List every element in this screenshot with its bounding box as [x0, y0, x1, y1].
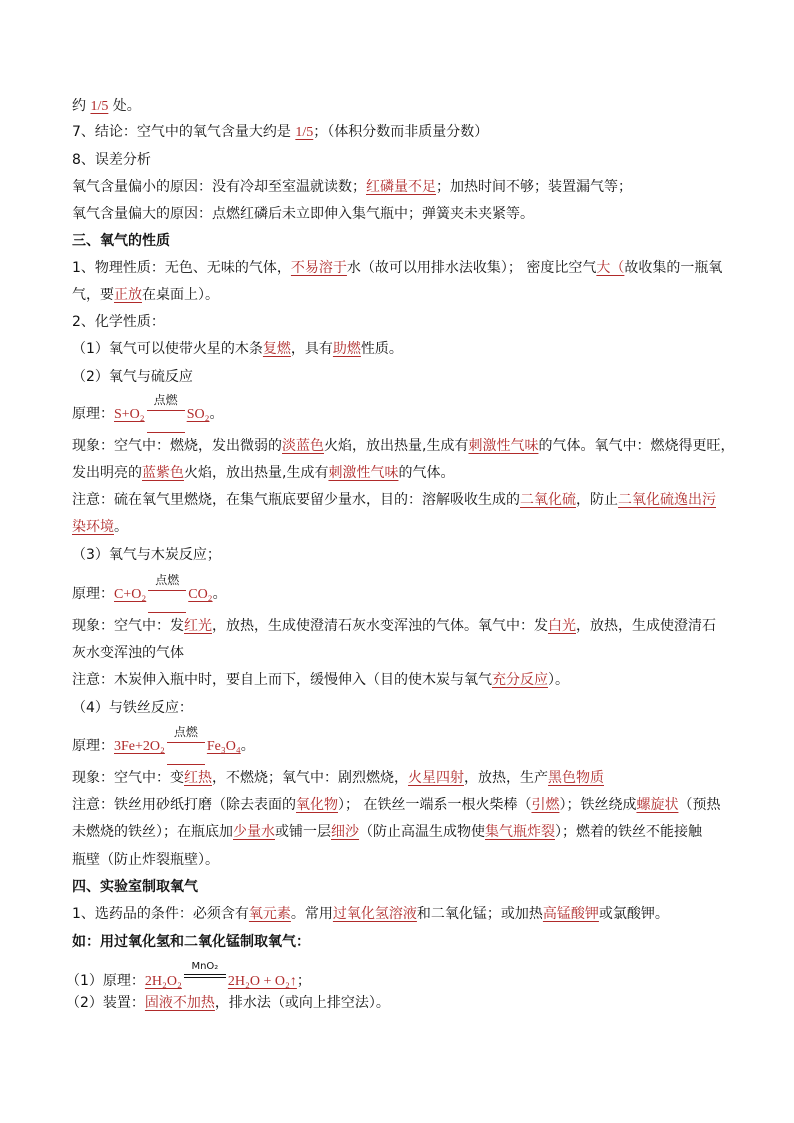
line-carbon-note: 注意：木炭伸入瓶中时，要自上而下，缓慢伸入（目的使木炭与氧气充分反应）。 [72, 672, 569, 688]
line-sulfur-note: 注意：硫在氧气里燃烧，在集气瓶底要留少量水，目的：溶解吸收生成的二氧化硫，防止二氧化硫逸出污 [72, 492, 716, 508]
reaction-arrow: 点燃 [146, 578, 188, 598]
line-conclusion: 7、结论：空气中的氧气含量大约是 1/5；（体积分数而非质量分数） [72, 124, 489, 140]
line-iron-note-cont: 未燃烧的铁丝）；在瓶底加少量水或铺一层细沙（防止高温生成物使集气瓶炸裂）；燃着的铁丝不能接触 [72, 824, 702, 840]
reaction-arrow: 点燃 [165, 730, 207, 750]
equation-carbon: 原理：C+O₂ 点燃 CO₂。 [72, 578, 227, 605]
equation-iron: 原理：3Fe+2O₂ 点燃 Fe₃O₄。 [72, 730, 255, 757]
line-iron-note: 注意：铁丝用砂纸打磨（除去表面的氧化物）； 在铁丝一端系一根火柴棒（引燃）；铁丝绕成螺旋状（预热 [72, 797, 721, 813]
line-relight: （1）氧气可以使带火星的木条复燃，具有助燃性质。 [72, 341, 403, 357]
line-carbon-phenomenon-cont: 灰水变浑浊的气体 [72, 645, 184, 661]
heading-lab-preparation: 四、实验室制取氧气 [72, 879, 198, 895]
line-iron-heading: （4）与铁丝反应： [72, 700, 193, 716]
line-chemical-properties: 2、化学性质： [72, 314, 165, 330]
line-high-reason: 氧气含量偏大的原因：点燃红磷后未立即伸入集气瓶中；弹簧夹未夹紧等。 [72, 206, 534, 222]
line-physical-properties: 1、物理性质：无色、无味的气体，不易溶于水（故可以用排水法收集）； 密度比空气大（故收集的一瓶氧 [72, 260, 723, 276]
line-result-fraction: 约 1/5 处。 [72, 98, 141, 114]
line-sulfur-phenomenon: 现象：空气中：燃烧，发出微弱的淡蓝色火焰，放出热量,生成有刺激性气味的气体。氧气中：燃烧得更旺， [72, 438, 735, 454]
line-low-reason: 氧气含量偏小的原因：没有冷却至室温就读数；红磷量不足；加热时间不够；装置漏气等； [72, 179, 632, 195]
line-sulfur-heading: （2）氧气与硫反应 [72, 369, 193, 385]
equation-sulfur: 原理：S+O₂ 点燃 SO₂。 [72, 398, 223, 425]
line-reagent-conditions: 1、选药品的条件：必须含有氧元素。常用过氧化氢溶液和二氧化锰；或加热高锰酸钾或氯酸钾。 [72, 906, 669, 922]
heading-h2o2-example: 如：用过氧化氢和二氧化锰制取氧气： [72, 934, 310, 950]
line-error-analysis: 8、误差分析 [72, 152, 151, 168]
line-iron-note-end: 瓶壁（防止炸裂瓶壁）。 [72, 852, 219, 868]
equation-h2o2: （1）原理：2H₂O₂ MnO₂ 2H₂O + O₂↑； [66, 961, 311, 989]
line-sulfur-note-cont: 染环境。 [72, 519, 128, 535]
reaction-arrow: 点燃 [145, 398, 187, 418]
equals-sign-arrow: MnO₂ [182, 965, 228, 985]
heading-oxygen-properties: 三、氧气的性质 [72, 233, 170, 249]
line-sulfur-phenomenon-cont: 发出明亮的蓝紫色火焰，放出热量,生成有刺激性气味的气体。 [72, 465, 455, 481]
line-physical-properties-cont: 气，要正放在桌面上）。 [72, 287, 219, 303]
line-apparatus: （2）装置：固液不加热，排水法（或向上排空法）。 [66, 995, 390, 1011]
line-iron-phenomenon: 现象：空气中：变红热，不燃烧；氧气中：剧烈燃烧，火星四射，放热，生产黑色物质 [72, 770, 604, 786]
line-carbon-heading: （3）氧气与木炭反应； [72, 547, 221, 563]
line-carbon-phenomenon: 现象：空气中：发红光，放热，生成使澄清石灰水变浑浊的气体。氧气中：发白光，放热，生成使澄清石 [72, 618, 716, 634]
